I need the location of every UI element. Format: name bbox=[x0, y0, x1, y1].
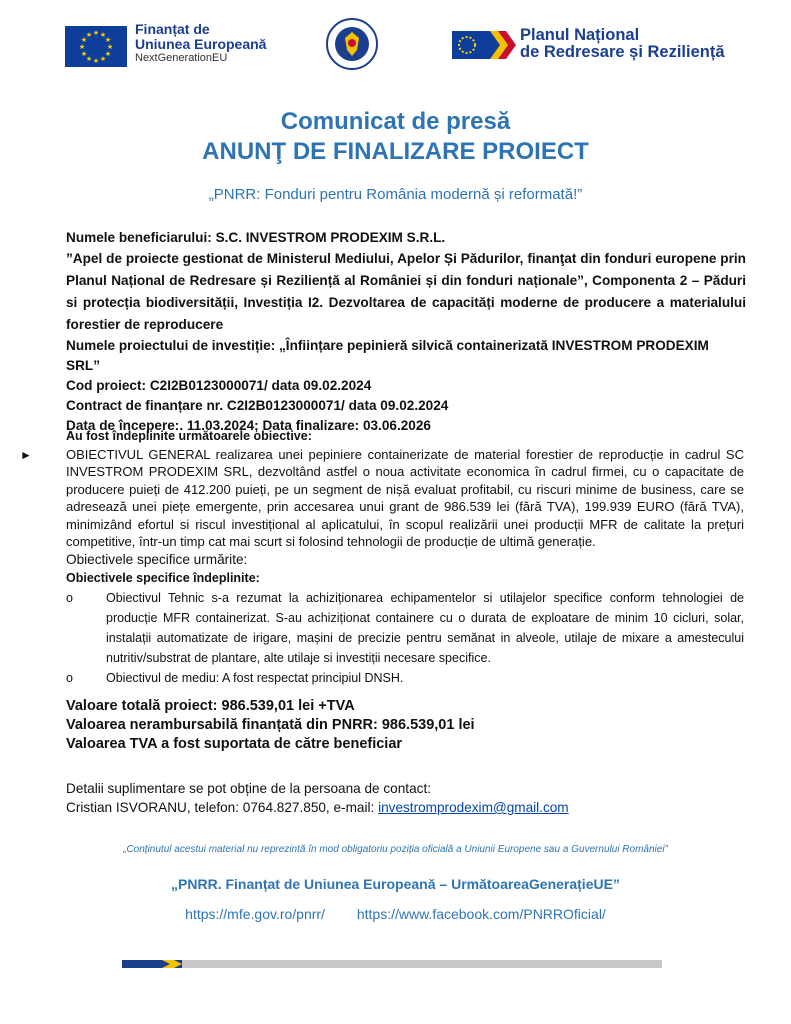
pnrr-slogan: „PNRR: Fonduri pentru România modernă și reformată!” bbox=[208, 186, 583, 203]
project-info bbox=[66, 228, 746, 436]
svg-text:★: ★ bbox=[106, 43, 114, 51]
disclaimer-text: „Conținutul acestui material nu reprezintă în mod obligatoriu poziția oficială a Uniunii Europene sau a Guvernului României” bbox=[123, 844, 668, 855]
list-marker: o bbox=[66, 670, 73, 685]
list-marker: o bbox=[66, 590, 73, 605]
facebook-link[interactable]: https://www.facebook.com/PNRROficial/ bbox=[356, 906, 606, 922]
beneficiary-name: Numele beneficiarului: S.C. INVESTROM PRODEXIM S.R.L. bbox=[66, 230, 446, 245]
contact-details: Cristian ISVORANU, telefon: 0764.827.850, e-mail: investromprodexim@gmail.com bbox=[66, 800, 569, 815]
project-name: Numele proiectului de investiție: „Înființare pepinieră silvică containerizată INVESTROM PRODEXIM SRL” bbox=[66, 338, 709, 373]
svg-text:★: ★ bbox=[92, 29, 100, 37]
financing-contract: Contract de finanțare nr. C2I2B0123000071/ data 09.02.2024 bbox=[66, 398, 449, 413]
call-description: ”Apel de proiecte gestionat de Ministerul Mediului, Apelor Și Pădurilor, finanţat din fonduri europene prin Planul Național de Redresare și Reziliență al României și din fonduri naționale”, Componenta 2 – Păduri si protecția biodiversității, Investiția I2. Dezvoltarea de capacități moderne de producere a materialului forestier de reproducere bbox=[66, 251, 746, 332]
vat-note: Valoarea TVA a fost suportata de către beneficiar bbox=[66, 736, 403, 752]
eu-funding-text: Finanțat de Uniunea Europeană NextGenerationEU bbox=[135, 21, 267, 65]
eu-flag-logo bbox=[65, 26, 127, 67]
project-values bbox=[66, 697, 475, 754]
svg-text:★: ★ bbox=[80, 50, 88, 58]
svg-text:★: ★ bbox=[85, 31, 93, 39]
footer-color-bar bbox=[122, 955, 662, 963]
svg-text:★: ★ bbox=[80, 36, 88, 44]
announcement-title: ANUNŢ DE FINALIZARE PROIECT bbox=[202, 138, 589, 165]
contact-email-link[interactable]: investromprodexim@gmail.com bbox=[378, 800, 569, 815]
svg-text:★: ★ bbox=[104, 36, 112, 44]
footer-slogan: „PNRR. Finanțat de Uniunea Europeană – UrmătoareaGenerațieUE” bbox=[171, 876, 620, 892]
objectives-section bbox=[66, 428, 744, 688]
specific-objectives-label: Obiectivele specifice urmărite: bbox=[66, 551, 248, 567]
list-item: o Obiectivul Tehnic s-a rezumat la achiziționarea echipamentelor si utilajelor specifice conform tehnologiei de producție MFR containerizat. S-au achiziționat containere cu o durata de exploatare de minim 10 cicluri, solar, instalații automatizate de irigare, mașini de precizie pentru semănat in alveole, utilaje de mixare a amestecului nutritiv/substrat de plantare, alte utilaje si investiții necesare specifice. bbox=[66, 588, 744, 668]
footer-links bbox=[0, 906, 791, 922]
romanian-government-seal bbox=[326, 18, 378, 70]
contact-section bbox=[66, 779, 569, 817]
arrow-bullet-icon: ► bbox=[20, 448, 32, 462]
svg-text:★: ★ bbox=[99, 31, 107, 39]
svg-text:★: ★ bbox=[104, 50, 112, 58]
svg-text:★: ★ bbox=[92, 57, 100, 65]
project-code: Cod proiect: C2I2B0123000071/ data 09.02.2024 bbox=[66, 378, 372, 393]
objectives-heading: Au fost îndeplinite următoarele obiective: bbox=[66, 429, 312, 443]
grant-value: Valoarea nerambursabilă finanțată din PNRR: 986.539,01 lei bbox=[66, 717, 475, 733]
general-objective: OBIECTIVUL GENERAL realizarea unei pepiniere containerizate de material forestier de reproducție in cadrul SC INVESTROM PRODEXIM SRL, dezvoltând astfel o noua activitate economica în cadrul firmei, cu o capacitate de producere puieți de 412.200 puieți, pe un segment de nișă evaluat profitabil, cu riscuri minime de business, care se adresează unei piețe emergente, prin accesarea unui grant de 986.539 lei (fără TVA), 199.939 EURO (fără TVA), minimizând efortul si riscul investițional al aplicatului, în scopul realizării unei producții MFR de calitate la prețuri competitive, într-un timp cat mai scurt si folosind tehnologii de producție de ultimă generație. bbox=[66, 446, 744, 549]
pnrr-flag-logo bbox=[452, 25, 516, 65]
svg-text:★: ★ bbox=[85, 55, 93, 63]
specific-objectives-list bbox=[66, 588, 744, 688]
total-value: Valoare totală proiect: 986.539,01 lei +TVA bbox=[66, 698, 355, 714]
project-dates: Data de începere:. 11.03.2024; Data finalizare: 03.06.2026 bbox=[66, 418, 431, 433]
svg-text:★: ★ bbox=[99, 55, 107, 63]
svg-text:★: ★ bbox=[78, 43, 86, 51]
mfe-link[interactable]: https://mfe.gov.ro/pnrr/ bbox=[185, 906, 325, 922]
contact-intro: Detalii suplimentare se pot obține de la persoana de contact: bbox=[66, 781, 431, 796]
list-item: o Obiectivul de mediu: A fost respectat principiul DNSH. bbox=[66, 668, 744, 688]
pnrr-title-text: Planul Național de Redresare și Reziliență bbox=[520, 26, 725, 62]
specific-objectives-done-label: Obiectivele specifice îndeplinite: bbox=[66, 571, 260, 585]
press-release-title: Comunicat de presă bbox=[280, 108, 511, 135]
